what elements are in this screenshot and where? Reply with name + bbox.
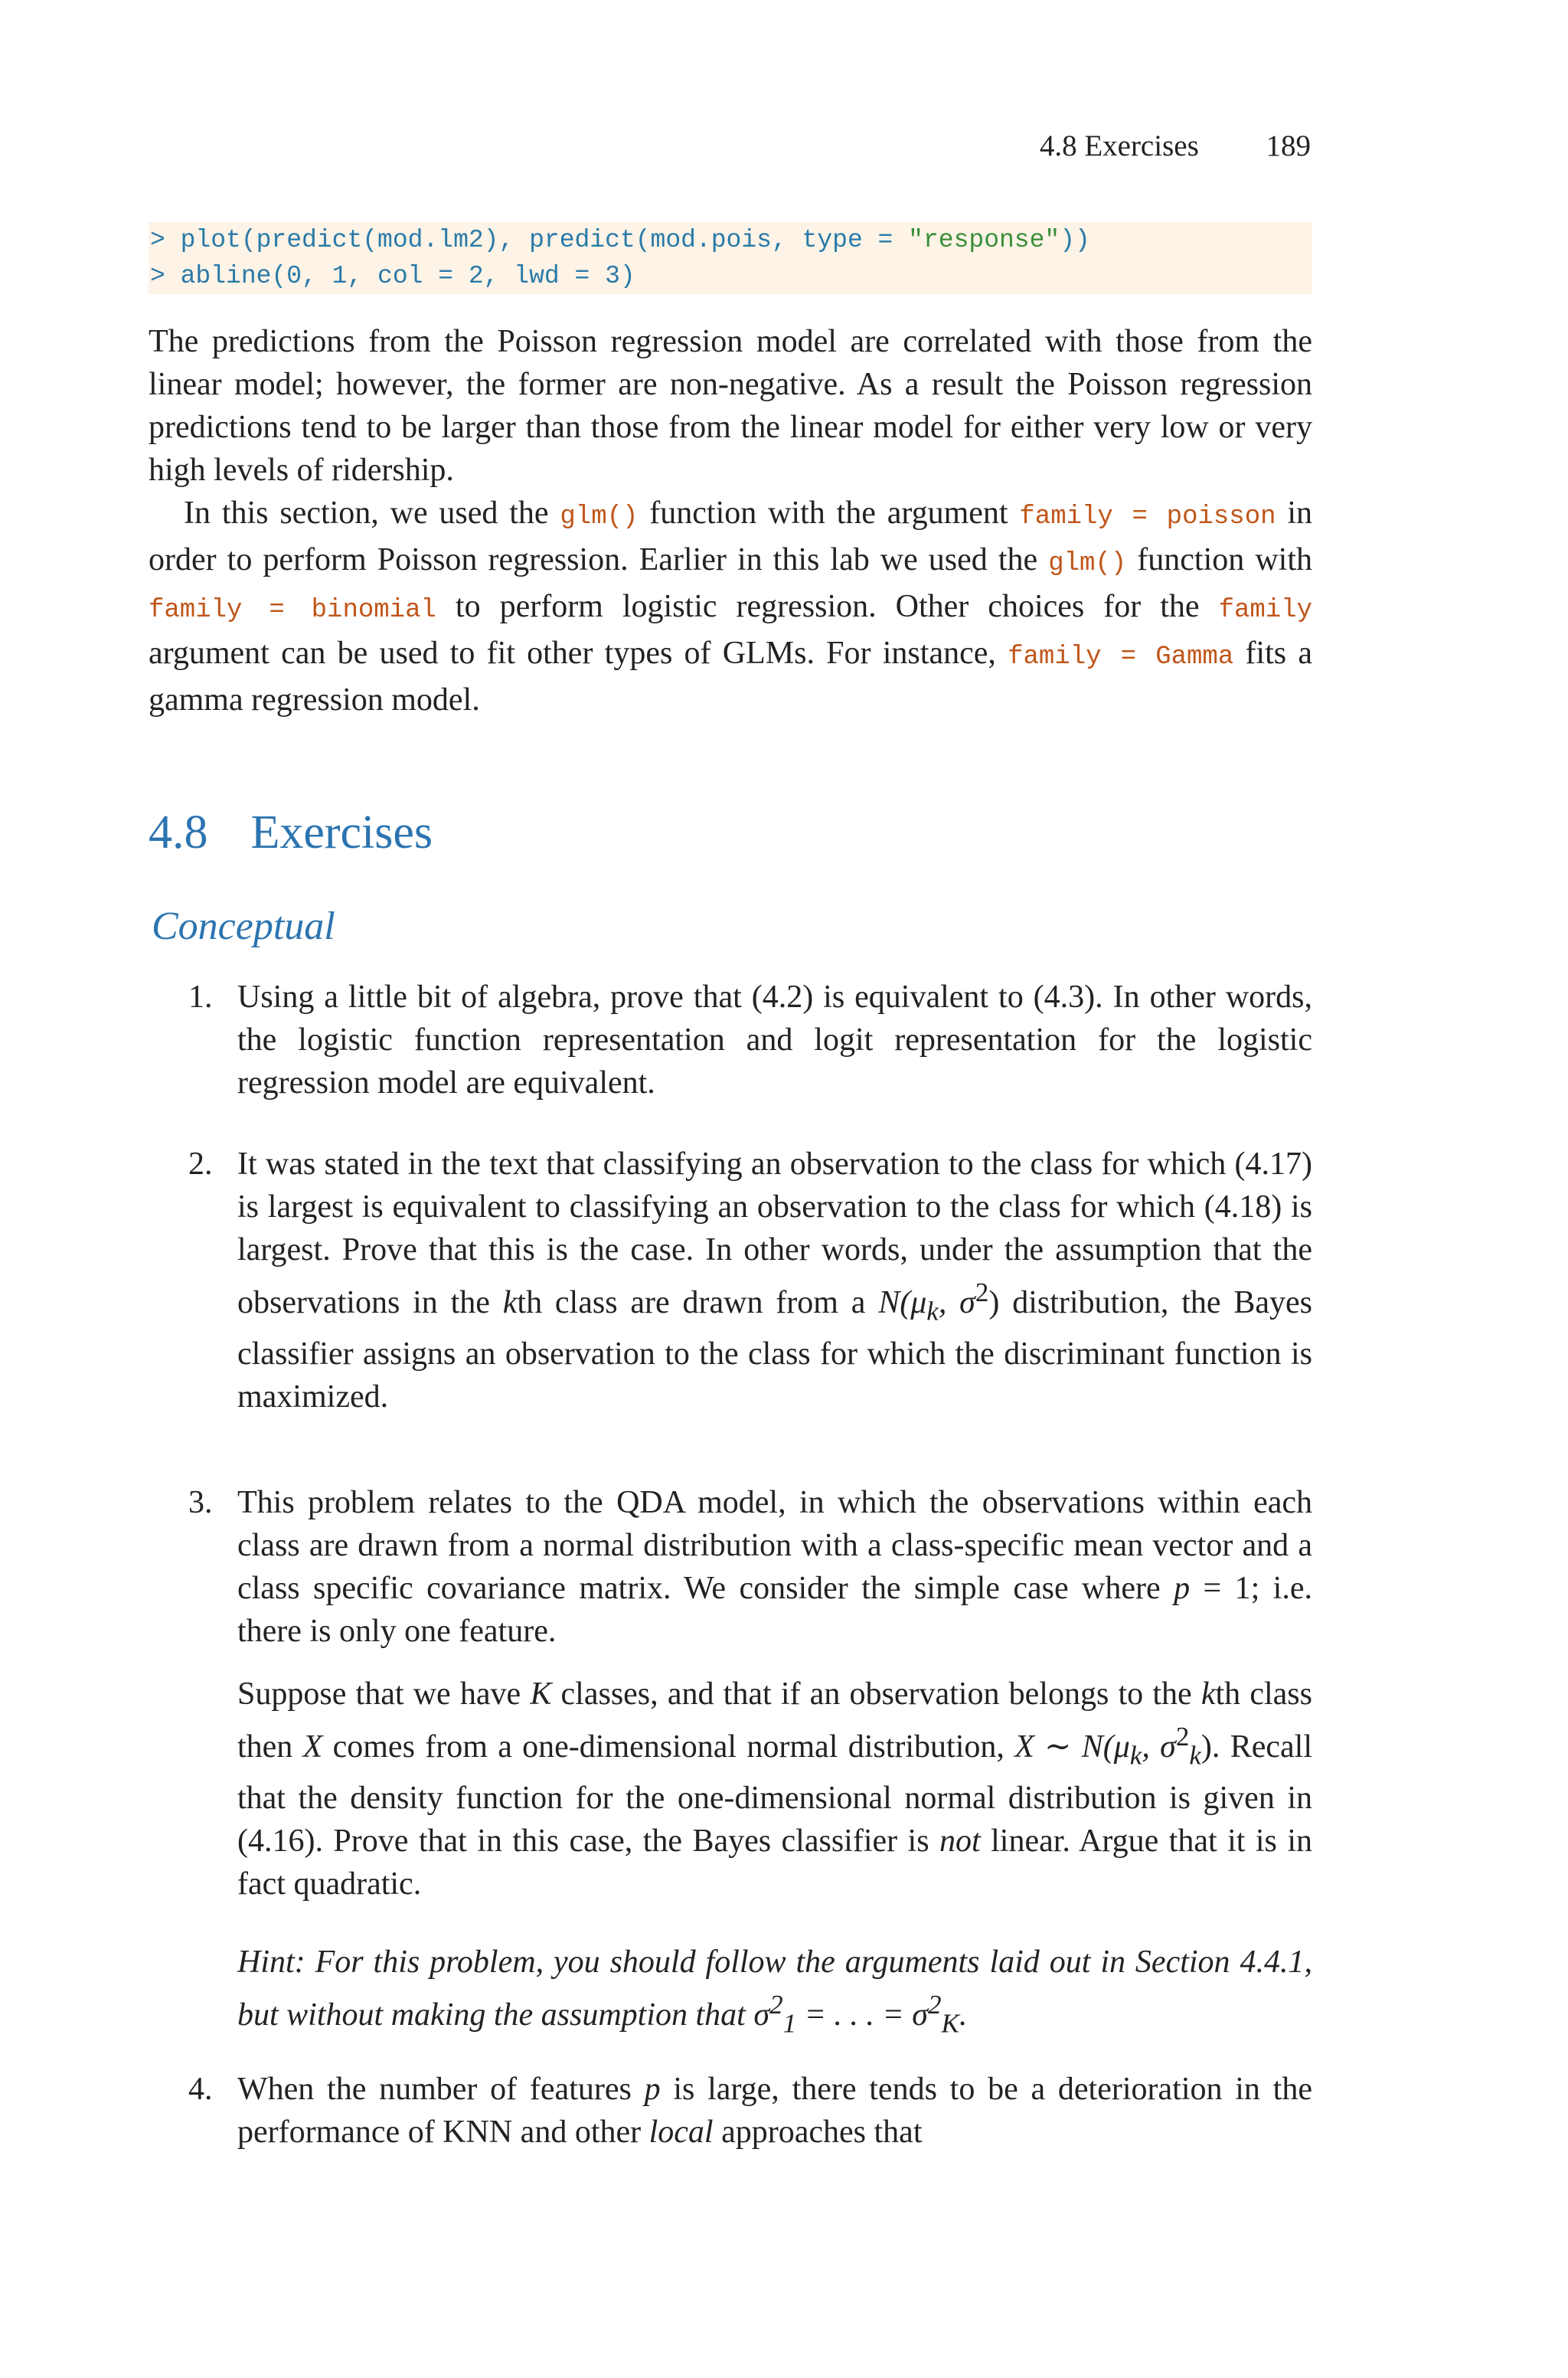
- math-expr: σ: [753, 1997, 770, 2033]
- paragraph-predictions: The predictions from the Poisson regression model are correlated with those from the linear model; however, the former are non-negative. As a result the Poisson regression predictions tend to be larger than those from the linear model for either very low or very high levels of ridership.: [149, 324, 1312, 488]
- math-var: X: [302, 1729, 323, 1765]
- math-expr: σ: [912, 1997, 928, 2033]
- text-run: It was stated in the text that classifying an observation to the class for which (4.17) is largest is equivalent to classifying an observation to the class for which (4.18) is largest. Prove that this is the case. In other words, under the assumption that the observations in the: [237, 1146, 1312, 1320]
- code-prompt: >: [150, 226, 181, 254]
- text-run: fits a gamma regression model.: [149, 636, 1312, 718]
- math-expr: ): [1200, 1729, 1212, 1765]
- text-run: = 1; i.e. there is only one feature.: [237, 1571, 1312, 1649]
- math-expr: N(μ: [878, 1285, 927, 1320]
- running-head-section: 4.8 Exercises: [1039, 129, 1199, 162]
- text-run: Suppose that we have: [237, 1676, 531, 1712]
- math-var: k: [502, 1285, 518, 1320]
- inline-code: family: [1218, 596, 1312, 625]
- math-expr: , σ: [1142, 1729, 1176, 1765]
- math-sup: 2: [975, 1277, 989, 1307]
- text-run: th class then: [237, 1676, 1312, 1765]
- text-run: When the number of features: [237, 2072, 645, 2107]
- code-block: [149, 222, 1312, 294]
- math-expr: N(μ: [1081, 1729, 1130, 1765]
- code-text: plot(predict(mod.lm2), predict(mod.pois, type =: [180, 226, 909, 254]
- math-op: ∼: [1034, 1729, 1082, 1765]
- inline-code: glm(): [1048, 549, 1127, 578]
- text-run: distribution, the Bayes classifier assigns an observation to the class for which the discriminant function is maximized.: [237, 1285, 1312, 1415]
- math-sub: 1: [782, 2008, 797, 2039]
- inline-code: family = poisson: [1019, 502, 1276, 532]
- math-sub: k: [1129, 1740, 1142, 1771]
- math-var: X: [1014, 1729, 1034, 1765]
- exercise-number: 3.: [188, 1485, 213, 1520]
- code-prompt: >: [150, 262, 181, 290]
- exercise-text: [237, 1481, 1312, 1653]
- math-expr: ): [988, 1285, 1000, 1320]
- exercise-text: [237, 2068, 1312, 2154]
- emphasis: local: [648, 2115, 714, 2150]
- text-run: in order to perform Poisson regression. Earlier in this lab we used the: [149, 496, 1313, 577]
- code-text-end: )): [1060, 226, 1090, 254]
- math-sub: k: [1189, 1740, 1201, 1771]
- math-sup: 2: [1175, 1722, 1190, 1752]
- hint-text: Hint: For this problem, you should follow the arguments laid out in Section 4.4.1, but without making the assumption that: [237, 1945, 1312, 2033]
- section-name: Exercises: [250, 806, 433, 859]
- text-run: classes, and that if an observation belongs to the: [551, 1676, 1201, 1712]
- math-var: p: [644, 2072, 661, 2107]
- math-op: = . . . =: [796, 1997, 913, 2033]
- code-string: "response": [908, 226, 1060, 254]
- paragraph-glm: [149, 492, 1312, 721]
- text-run: function with: [1126, 542, 1312, 577]
- exercise-text-continued: [237, 1673, 1312, 1905]
- running-head: [1040, 129, 1311, 163]
- code-text: abline(0, 1, col = 2, lwd = 3): [180, 262, 635, 290]
- math-sub: K: [941, 2008, 959, 2039]
- inline-code: family = binomial: [149, 596, 436, 625]
- text-run: approaches that: [713, 2115, 923, 2150]
- text-run: In this section, we used the: [184, 496, 560, 531]
- math-sub: k: [926, 1296, 939, 1326]
- math-expr: , σ: [938, 1285, 975, 1320]
- text-run: th class are drawn from a: [517, 1285, 879, 1320]
- exercise-number: 4.: [188, 2072, 213, 2107]
- text-run: argument can be used to fit other types of GLMs. For instance,: [149, 636, 1008, 671]
- exercise-number: 1.: [188, 980, 213, 1015]
- section-title: [149, 806, 433, 860]
- code-line-1: [149, 222, 1312, 258]
- math-var: k: [1200, 1676, 1216, 1712]
- text-run: This problem relates to the QDA model, in which the observations within each class are drawn from a normal distribution with a class-specific mean vector and a class specific covariance matrix. We consider the simple case where: [237, 1485, 1312, 1606]
- page-number: 189: [1266, 129, 1311, 162]
- text-run: to perform logistic regression. Other choices for the: [436, 589, 1219, 624]
- inline-code: family = Gamma: [1008, 643, 1234, 672]
- text-run: function with the argument: [638, 496, 1020, 531]
- exercise-hint: [237, 1941, 1312, 2045]
- text-run: . Recall that the density function for the one-dimensional normal distribution is given in (4.16). Prove that in this case, the Bayes classifier is: [237, 1729, 1313, 1860]
- text-run: is large, there tends to be a deterioration in the performance of KNN and other: [237, 2072, 1312, 2150]
- subsection-title: Conceptual: [152, 904, 335, 948]
- math-var: K: [530, 1676, 552, 1712]
- exercise-number: 2.: [188, 1146, 213, 1182]
- text-run: linear. Argue that it is in fact quadratic.: [237, 1824, 1312, 1902]
- inline-code: glm(): [560, 502, 639, 532]
- math-op: .: [959, 1997, 968, 2033]
- exercise-text: [237, 1143, 1312, 1418]
- math-sup: 2: [927, 1990, 942, 2020]
- text-run: comes from a one-dimensional normal distribution,: [322, 1729, 1015, 1765]
- emphasis: not: [939, 1824, 981, 1860]
- code-line-2: [149, 258, 1312, 294]
- exercise-text: Using a little bit of algebra, prove that (4.2) is equivalent to (4.3). In other words, the logistic function representation and logit representation for the logistic regression model are equivalent.: [237, 980, 1312, 1101]
- math-sup: 2: [769, 1990, 783, 2020]
- section-number: 4.8: [149, 806, 208, 859]
- math-var: p: [1174, 1571, 1191, 1606]
